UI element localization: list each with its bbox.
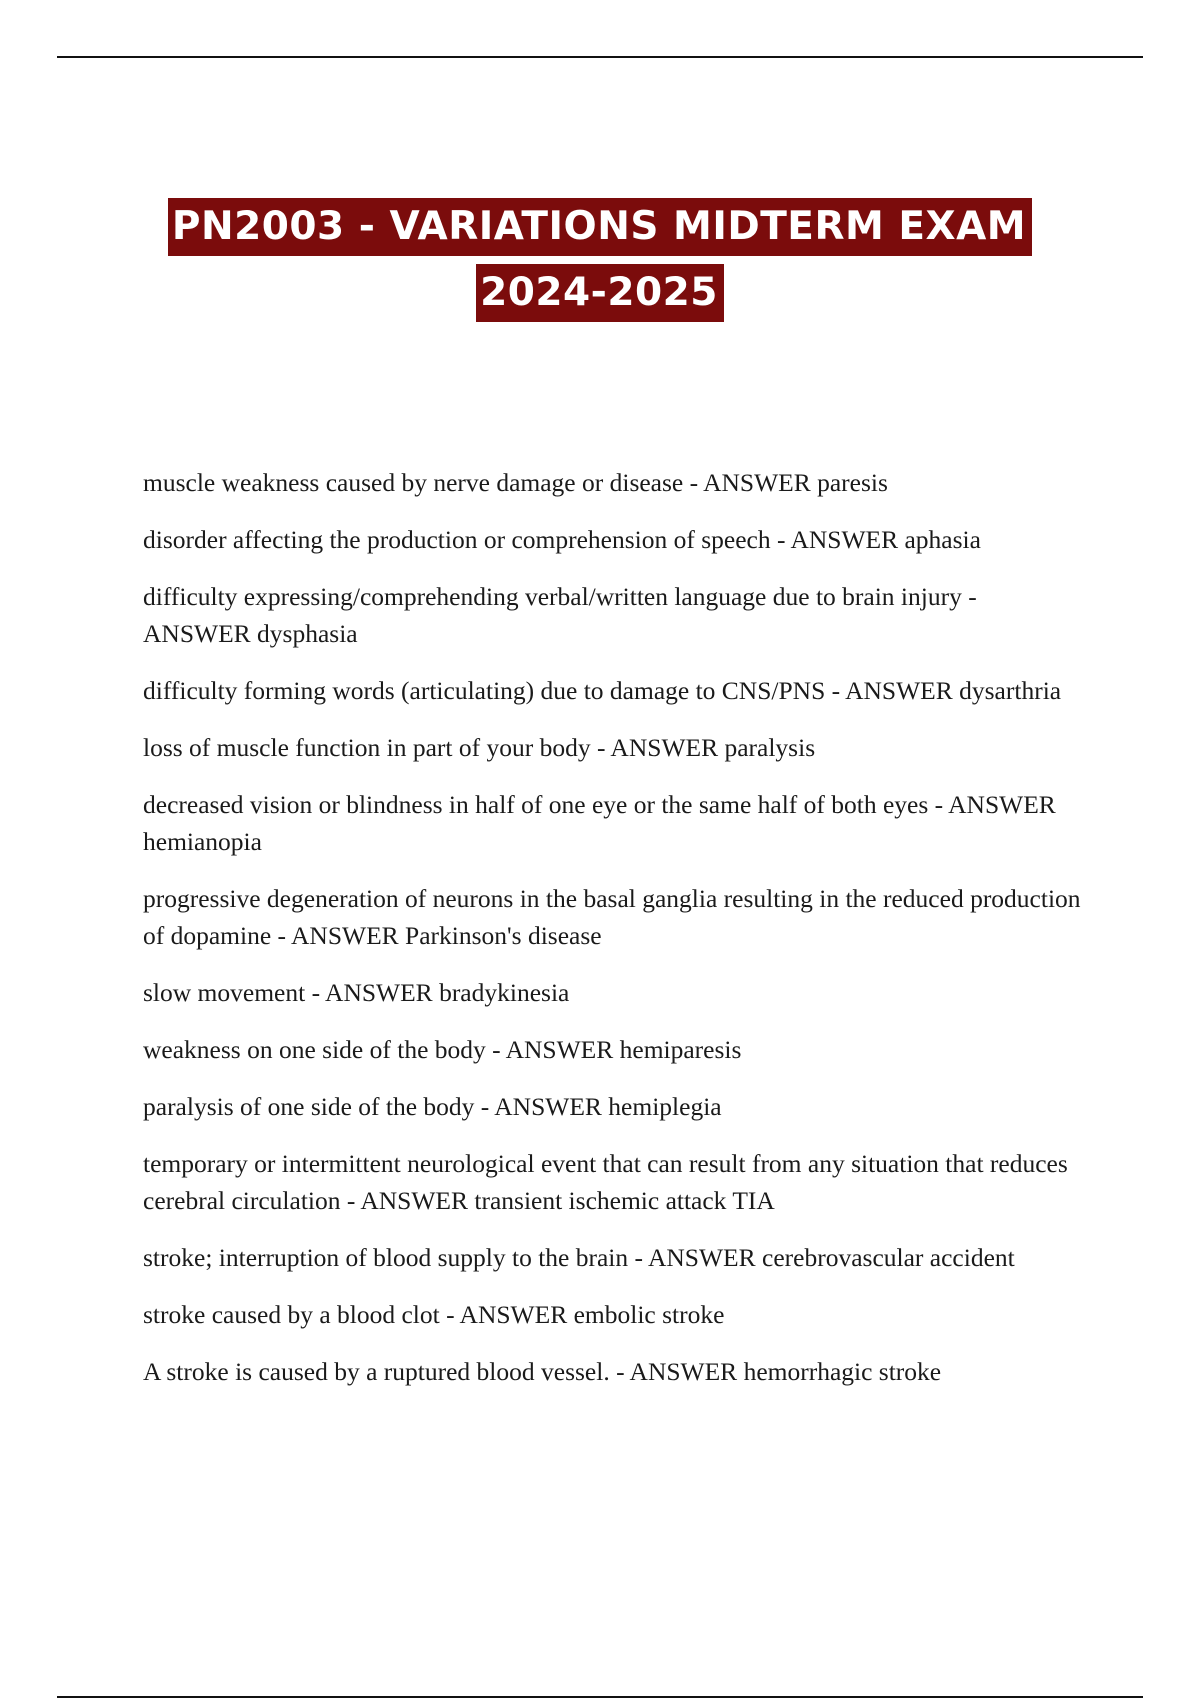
title-block [0, 198, 1200, 322]
list-item: disorder affecting the production or comprehension of speech - ANSWER aphasia [143, 525, 981, 554]
header-rule [57, 56, 1143, 58]
list-item: muscle weakness caused by nerve damage or disease - ANSWER paresis [143, 468, 888, 497]
list-item: loss of muscle function in part of your body - ANSWER paralysis [143, 733, 816, 762]
document-title: PN2003 - VARIATIONS MIDTERM EXAM [168, 198, 1032, 256]
list-item: slow movement - ANSWER bradykinesia [143, 978, 570, 1007]
question-answer-list [143, 464, 1083, 1410]
list-item: difficulty forming words (articulating) due to damage to CNS/PNS - ANSWER dysarthria [143, 676, 1062, 705]
list-item: stroke caused by a blood clot - ANSWER embolic stroke [143, 1300, 725, 1329]
document-title-year: 2024-2025 [476, 264, 724, 322]
list-item: A stroke is caused by a ruptured blood vessel. - ANSWER hemorrhagic stroke [143, 1357, 942, 1386]
list-item: stroke; interruption of blood supply to the brain - ANSWER cerebrovascular accident [143, 1243, 1015, 1272]
list-item: temporary or intermittent neurological event that can result from any situation that reduces cerebral circulation - ANSWER transient ischemic attack TIA [143, 1149, 1068, 1215]
footer-rule [57, 1696, 1143, 1698]
list-item: decreased vision or blindness in half of one eye or the same half of both eyes - ANSWER hemianopia [143, 790, 1056, 856]
list-item: progressive degeneration of neurons in the basal ganglia resulting in the reduced production of dopamine - ANSWER Parkinson's disease [143, 884, 1081, 950]
list-item: difficulty expressing/comprehending verbal/written language due to brain injury - ANSWER dysphasia [143, 582, 977, 648]
list-item: paralysis of one side of the body - ANSWER hemiplegia [143, 1092, 722, 1121]
list-item: weakness on one side of the body - ANSWER hemiparesis [143, 1035, 742, 1064]
